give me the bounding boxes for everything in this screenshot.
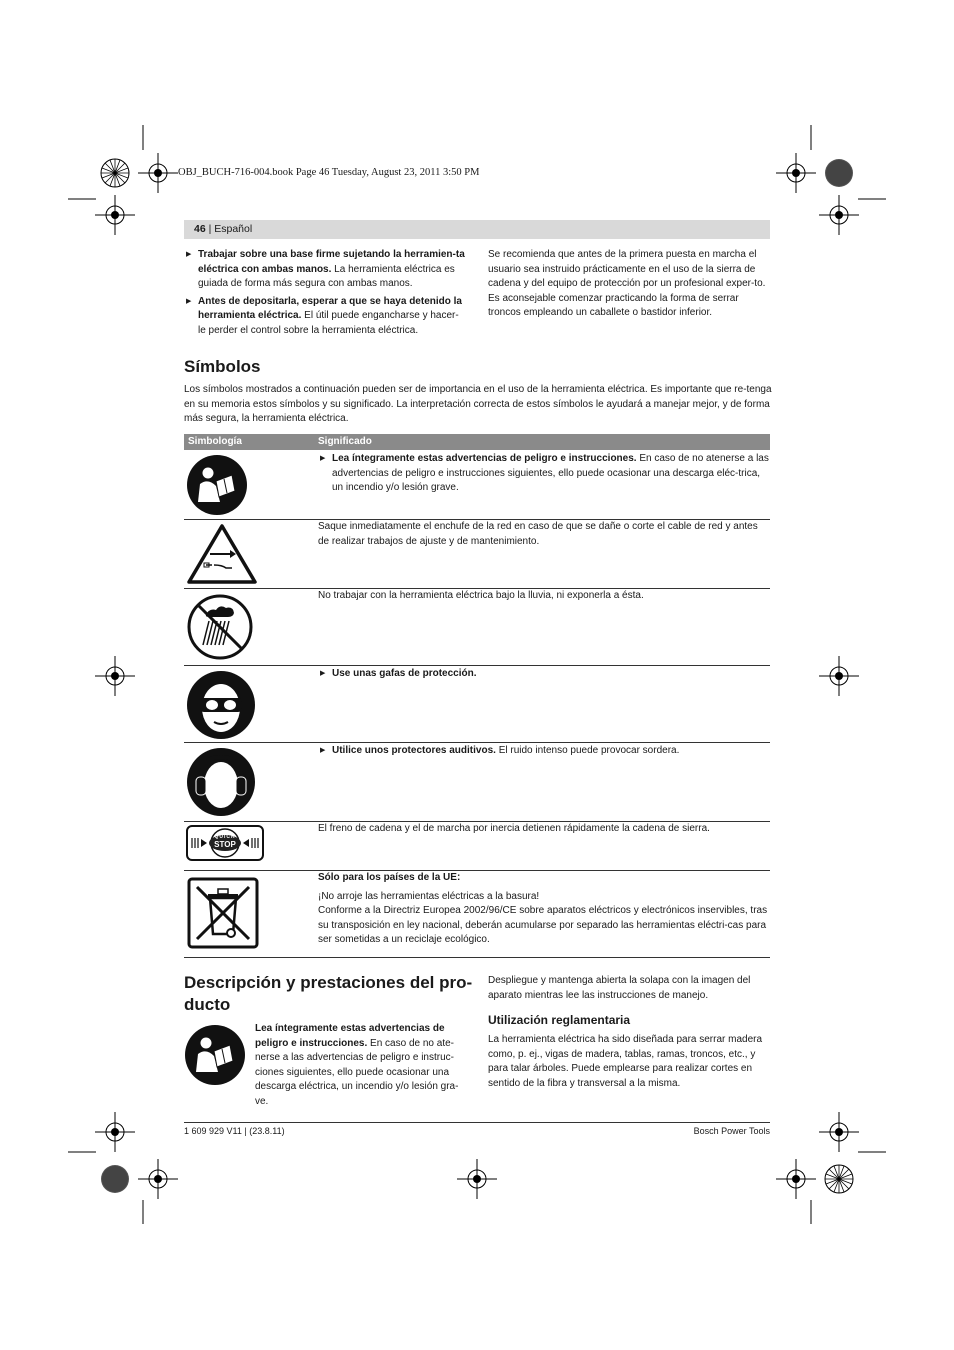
intro-left-column [184, 248, 466, 341]
symbol-meaning-1: ▶ Lea íntegramente estas advertencias de peligro e instrucciones. En caso de no atenerse a las advertencias de peligro e instrucciones siguientes, ello puede ocasionar una descarga eléc-trica, un incendio y/o lesión grave. [318, 452, 770, 496]
symbols-table-header [184, 434, 770, 450]
symbol-row-no-rain [184, 589, 770, 666]
symbols-heading: Símbolos [184, 357, 261, 376]
footer-left: 1 609 929 V11 | (23.8.11) [184, 1126, 285, 1136]
print-header: OBJ_BUCH-716-004.book Page 46 Tuesday, August 23, 2011 3:50 PM [178, 167, 480, 178]
symbol-row-goggles [184, 666, 770, 743]
col-symbol-header: Simbología [188, 436, 242, 447]
symbol-row-quick-stop [184, 822, 770, 871]
symbol-row-weee [184, 871, 770, 958]
intro-bullet-2: ▶ Antes de depositarla, esperar a que se haya detenido la herramienta eléctrica. El útil puede engancharse y hacer-le perder el control sobre la herramienta eléctrica. [184, 295, 466, 339]
description-right-intro: Despliegue y mantenga abierta la solapa con la imagen del aparato mientras lee las instrucciones de manejo. [488, 975, 751, 1001]
quick-stop-label-1: QUICK [214, 834, 236, 840]
quick-stop-label-2: STOP [214, 840, 236, 849]
quick-stop-icon [186, 825, 264, 861]
no-rain-icon [186, 593, 254, 661]
footer-right: Bosch Power Tools [693, 1126, 770, 1136]
intended-use-heading: Utilización reglamentaria [488, 1013, 631, 1027]
intro-bullet-1: ▶ Trabajar sobre una base firme sujetando la herramien-ta eléctrica con ambas manos. La herramienta eléctrica es guiada de forma más segura con ambas manos. [184, 248, 466, 292]
unplug-warning-icon [186, 523, 258, 585]
ear-protection-icon [186, 747, 256, 817]
weee-line-2: Conforme a la Directriz Europea 2002/96/CE sobre aparatos eléctricos y electrónicos inservibles, tras su transposición en ley nacional, deberán acumularse por separado las herramientas eléctri-cas para ser sometidas a un reciclaje ecológico. [318, 905, 768, 945]
read-manual-icon [184, 1024, 246, 1086]
symbol-row-unplug [184, 520, 770, 589]
description-warning: Lea íntegramente estas advertencias de peligro e instrucciones. En caso de no ate-nerse a las advertencias de peligro e instruc-ciones siguientes, ello puede ocasionar una descarga eléctrica, un incendio y/o lesión gra-ve. [255, 1023, 459, 1107]
weee-bin-icon [186, 876, 260, 950]
weee-line-1: ¡No arroje las herramientas eléctricas a la basura! [318, 890, 540, 902]
symbol-meaning-4: ▶ Use unas gafas de protección. [318, 667, 770, 682]
symbol-meaning-3: No trabajar con la herramienta eléctrica bajo la lluvia, ni exponerla a ésta. [318, 590, 644, 601]
page-number: 46 [194, 223, 206, 235]
intended-use-text: La herramienta eléctrica ha sido diseñada para serrar madera como, p. ej., vigas de madera, tablas, ramas, troncos, etc., y para talar árboles. Puede emplearse para realizar cortes en sentido de la fibra y transversal a la misma. [488, 1034, 763, 1089]
symbol-meaning-5: ▶ Utilice unos protectores auditivos. El ruido intenso puede provocar sordera. [318, 744, 770, 759]
intro-right-column: Se recomienda que antes de la primera puesta en marcha el usuario sea instruido prácticamente en el uso de la sierra de cadena y del equipo de protección por un profesional exper-to. Es aconsejable comenzar practicando la forma de serrar troncos empleando un caballete o bastidor inferior. [488, 249, 766, 318]
weee-heading: Sólo para los países de la UE: [318, 872, 461, 883]
col-meaning-header: Significado [318, 436, 372, 447]
safety-goggles-icon [186, 670, 256, 740]
footer-rule [184, 1122, 770, 1123]
read-manual-icon [186, 454, 248, 516]
page-section: Español [214, 223, 253, 235]
page-header-bar: 46 | Español [184, 220, 770, 239]
symbol-meaning-2: Saque inmediatamente el enchufe de la red en caso de que se dañe o corte el cable de red y antes de realizar trabajos de ajuste y de mantenimiento. [318, 521, 758, 547]
symbol-meaning-6: El freno de cadena y el de marcha por inercia detienen rápidamente la cadena de sierra. [318, 823, 710, 834]
symbol-row-read-manual [184, 450, 770, 520]
description-heading: Descripción y prestaciones del pro- ducto [184, 973, 473, 1014]
symbols-intro: Los símbolos mostrados a continuación pueden ser de importancia en el uso de la herramienta eléctrica. Es importante que re-tenga en su memoria estos símbolos y su significado. La interpretación correcta de estos símbolos le ayudará a manejar mejor, y de forma más segura, la herramienta eléctrica. [184, 384, 772, 424]
symbol-row-ear-protection [184, 743, 770, 822]
